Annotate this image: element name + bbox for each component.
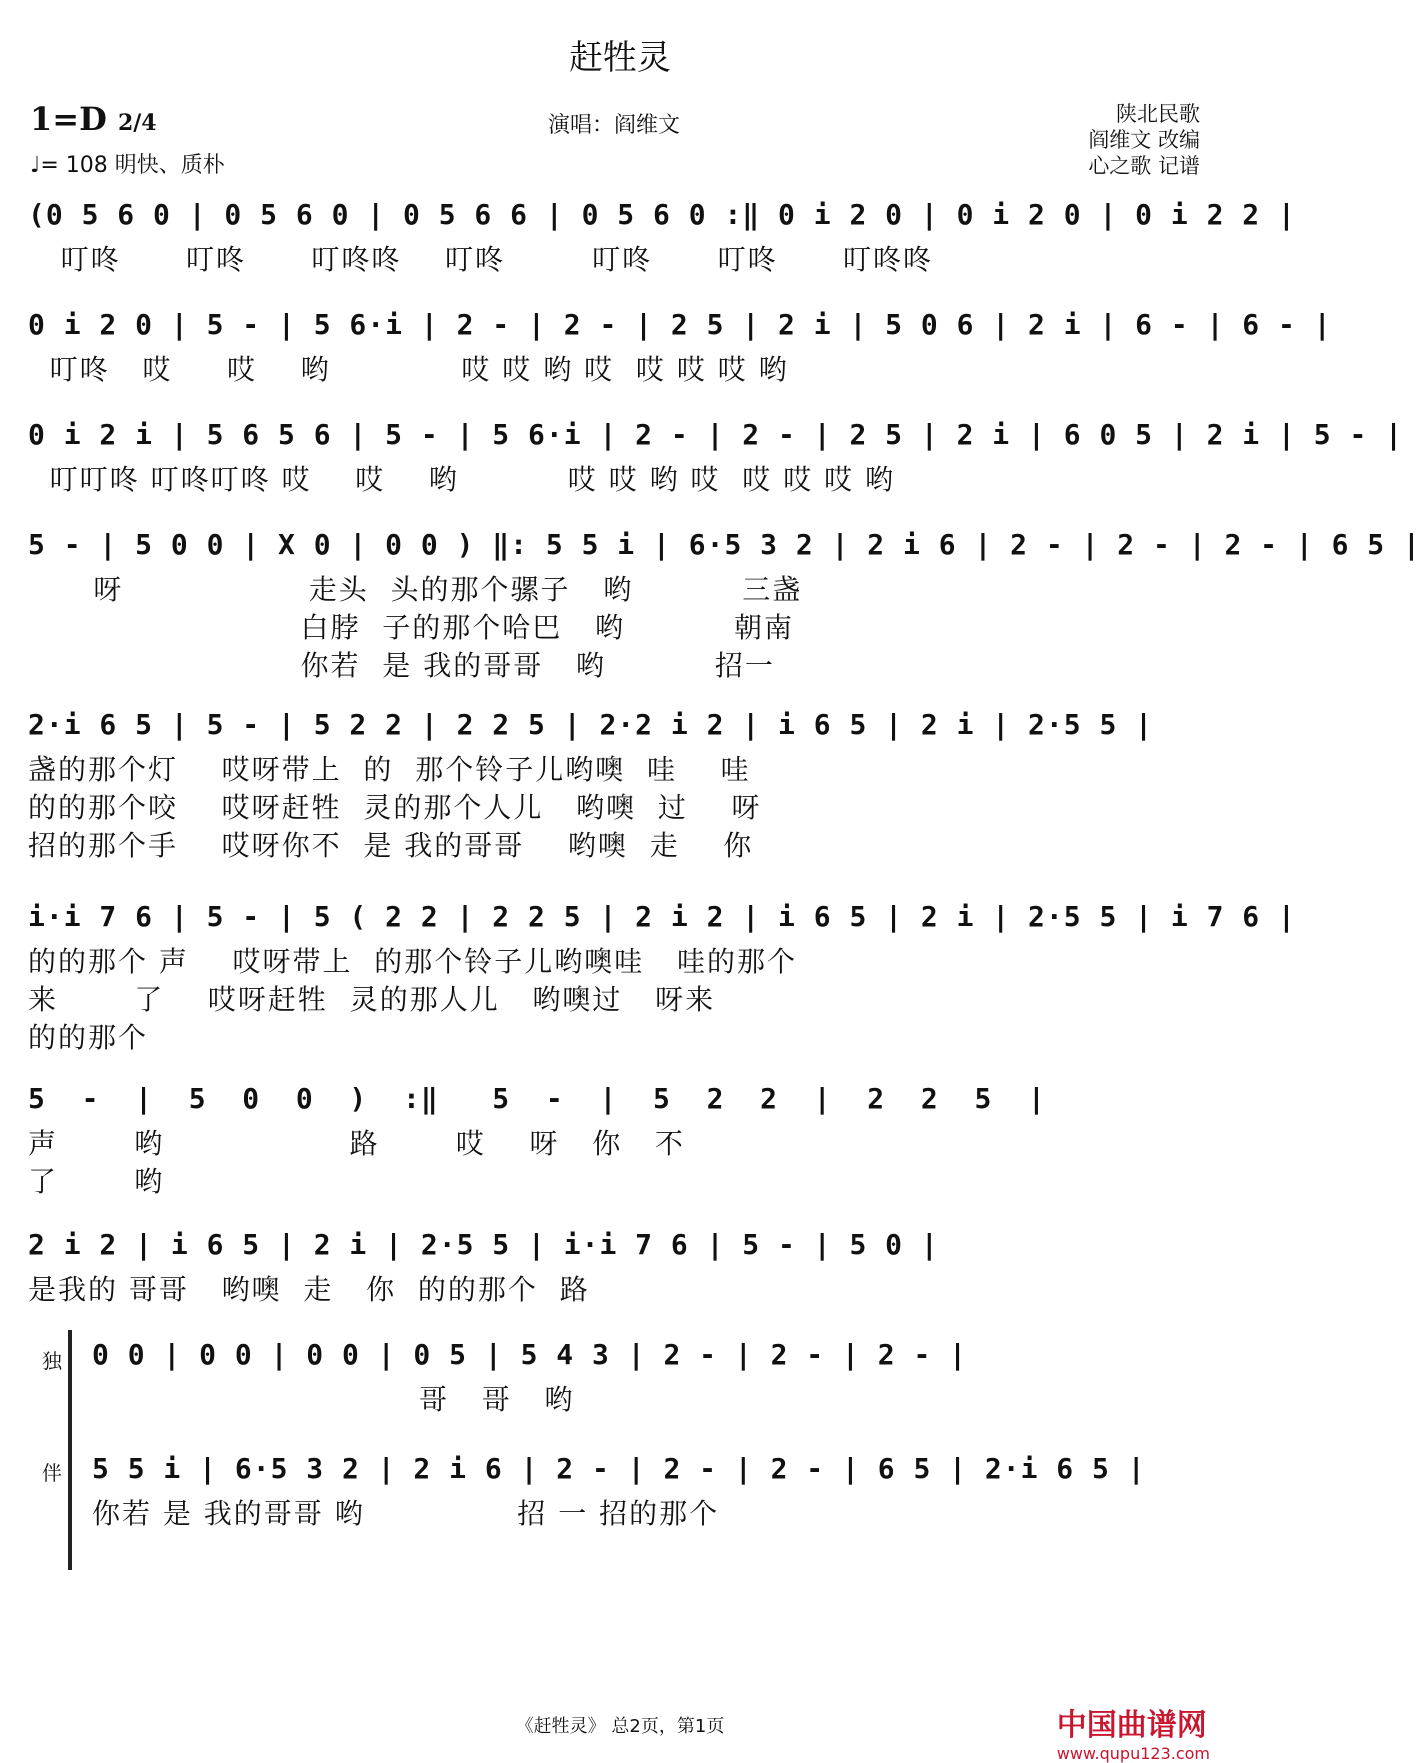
lyric-line: 是我的 哥哥 哟噢 走 你 的的那个 路: [28, 1273, 590, 1306]
lyric-line: 叮咚 叮咚 叮咚咚 叮咚 叮咚 叮咚 叮咚咚: [28, 243, 934, 276]
notation-line: 5 5 i | 6·5 3 2 | 2 i 6 | 2 - | 2 - | 2 - | 6 5 | 2·i 6 5 |: [92, 1452, 1146, 1485]
notation-line: 2 i 2 | i 6 5 | 2 i | 2·5 5 | i·i 7 6 | 5 - | 5 0 |: [28, 1228, 939, 1261]
credit-transcriber: 心之歌 记谱: [1088, 154, 1200, 178]
notation-line: i·i 7 6 | 5 - | 5 ( 2 2 | 2 2 5 | 2 i 2 | i 6 5 | 2 i | 2·5 5 | i 7 6 |: [28, 900, 1296, 933]
lyric-line: 的的那个: [28, 1021, 149, 1054]
lyric-line: 的的那个咬 哎呀赶牲 灵的那个人儿 哟噢 过 呀: [28, 791, 762, 824]
time-signature: 2/4: [117, 110, 157, 136]
notation-line: (0 5 6 0 | 0 5 6 0 | 0 5 6 6 | 0 5 6 0 :‖ 0 i 2 0 | 0 i 2 0 | 0 i 2 2 |: [28, 198, 1296, 231]
key: 1=D: [30, 100, 107, 138]
lyric-line: 白脖 子的那个哈巴 哟 朝南: [28, 611, 795, 644]
page-footer: 《赶牲灵》 总2页，第1页: [515, 1716, 725, 1737]
page-title: 赶牲灵: [569, 38, 671, 78]
lyric-line: 哥 哥 哟: [92, 1383, 575, 1416]
notation-line: 0 0 | 0 0 | 0 0 | 0 5 | 5 4 3 | 2 - | 2 - | 2 - |: [92, 1338, 968, 1371]
singer: 演唱：阎维文: [548, 113, 681, 138]
notation-line: 0 i 2 i | 5 6 5 6 | 5 - | 5 6·i | 2 - | 2 - | 2 5 | 2 i | 6 0 5 | 2 i | 5 - |: [28, 418, 1404, 451]
lyric-line: 叮咚 哎 哎 哟 哎 哎 哟 哎 哎 哎 哎 哟: [28, 353, 789, 386]
watermark-text: 中国曲谱网: [1056, 1708, 1207, 1743]
part-label-solo: 独: [42, 1349, 62, 1373]
part-label-accompaniment: 伴: [42, 1461, 62, 1485]
notation-line: 5 - | 5 0 0 ) :‖ 5 - | 5 2 2 | 2 2 5 |: [28, 1082, 1046, 1115]
notation-line: 0 i 2 0 | 5 - | 5 6·i | 2 - | 2 - | 2 5 | 2 i | 5 0 6 | 2 i | 6 - | 6 - |: [28, 308, 1332, 341]
key-signature: [30, 100, 157, 138]
lyric-line: 来 了 哎呀赶牲 灵的那人儿 哟噢过 呀来: [28, 983, 716, 1016]
lyric-line: 声 哟 路 哎 呀 你 不: [28, 1127, 685, 1160]
lyric-line: 叮叮咚 叮咚叮咚 哎 哎 哟 哎 哎 哟 哎 哎 哎 哎 哟: [28, 463, 896, 496]
credit-arranger: 阎维文 改编: [1088, 128, 1200, 152]
system-bracket: [68, 1330, 80, 1570]
watermark-logo: [1057, 1700, 1210, 1763]
tempo: ♩= 108 明快、质朴: [30, 153, 225, 178]
lyric-line: 呀 走头 头的那个骡子 哟 三盏: [28, 573, 803, 606]
credit-origin: 陕北民歌: [1116, 102, 1200, 126]
lyric-line: 你若 是 我的哥哥 哟 招 一 招的那个: [92, 1497, 720, 1530]
notation-line: 5 - | 5 0 0 | X 0 | 0 0 ) ‖: 5 5 i | 6·5 3 2 | 2 i 6 | 2 - | 2 - | 2 - | 6 5 |: [28, 528, 1421, 561]
lyric-line: 了 哟: [28, 1165, 165, 1198]
lyric-line: 你若 是 我的哥哥 哟 招一: [28, 649, 775, 682]
lyric-line: 的的那个 声 哎呀带上 的那个铃子儿哟噢哇 哇的那个: [28, 945, 798, 978]
notation-line: 2·i 6 5 | 5 - | 5 2 2 | 2 2 5 | 2·2 i 2 | i 6 5 | 2 i | 2·5 5 |: [28, 708, 1154, 741]
watermark-url: www.qupu123.com: [1056, 1744, 1210, 1763]
lyric-line: 盏的那个灯 哎呀带上 的 那个铃子儿哟噢 哇 哇: [28, 753, 751, 786]
lyric-line: 招的那个手 哎呀你不 是 我的哥哥 哟噢 走 你: [28, 829, 754, 862]
